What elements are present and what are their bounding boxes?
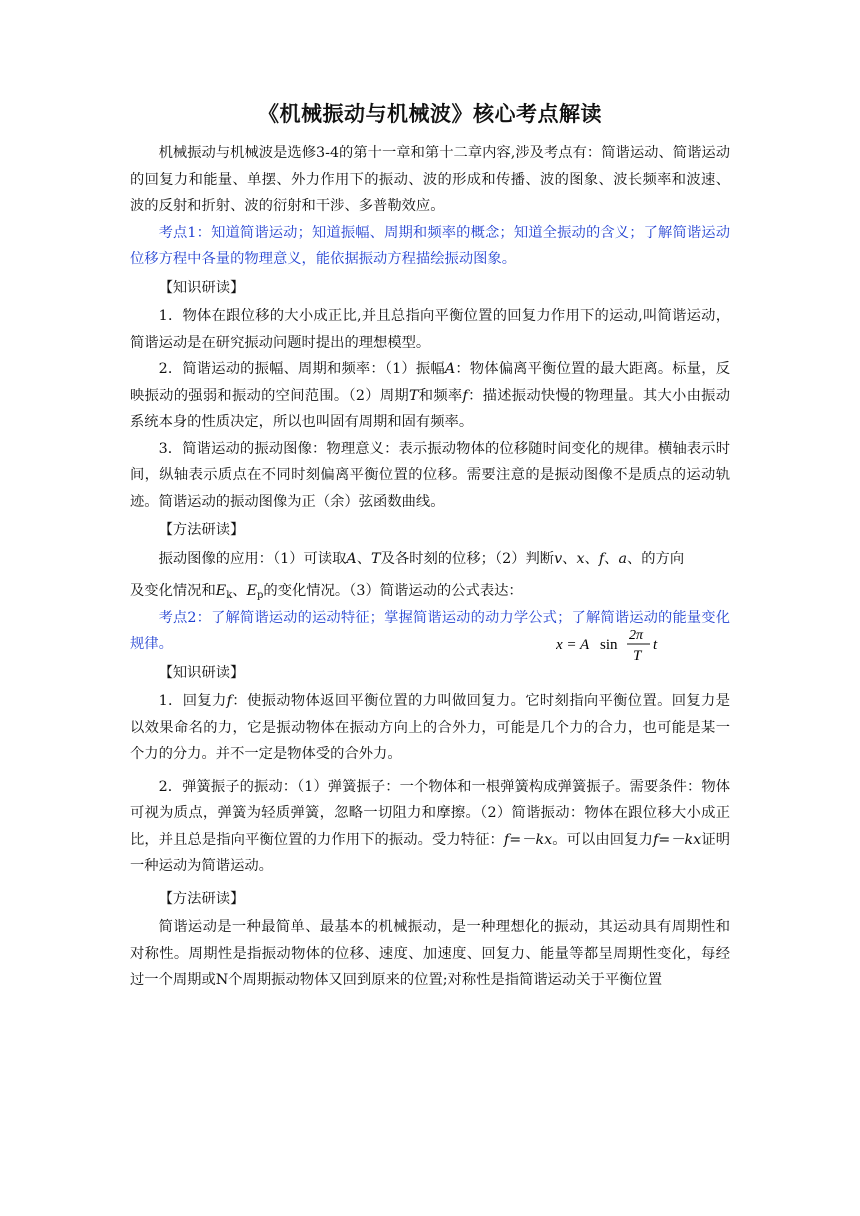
formula-sin: sin (600, 637, 618, 653)
formula-lhs: x = A (556, 637, 590, 653)
knowledge-1-item-1: 1．物体在跟位移的大小成正比,并且总指向平衡位置的回复力作用下的运动,叫简谐运动，简谐运动是在研究振动问题时提出的理想模型。 (130, 308, 730, 351)
method-1-paragraph-line-1: 振动图像的应用：（1）可读取A、T及各时刻的位移；（2）判断v、x、f、a、的方向 (158, 550, 685, 567)
formula-variable: t (653, 637, 658, 653)
method-label-2: 【方法研读】 (158, 890, 245, 907)
topic-2-heading: 考点2：了解简谐运动的运动特征；掌握简谐运动的动力学公式；了解简谐运动的能量变化规律。 (130, 609, 730, 652)
method-2-paragraph: 简谐运动是一种最简单、最基本的机械振动，是一种理想化的振动，其运动具有周期性和对称性。周期性是指振动物体的位移、速度、加速度、回复力、能量等都呈周期性变化，每经过一个周期或N个周期振动物体又回到原来的位置;对称性是指简谐运动关于平衡位置 (130, 919, 730, 988)
knowledge-2-item-2: 2．弹簧振子的振动：（1）弹簧振子：一个物体和一根弹簧构成弹簧振子。需要条件：物体可视为质点，弹簧为轻质弹簧，忽略一切阻力和摩擦。（2）简谐振动：物体在跟位移大小成正比，并且总是指向平衡位置的力作用下的振动。受力特征：f=－kx。可以由回复力f=－kx证明一种运动为简谐运动。 (130, 778, 731, 874)
method-label-1: 【方法研读】 (158, 522, 245, 538)
intro-paragraph: 机械振动与机械波是选修3-4的第十一章和第十二章内容,涉及考点有：简谐运动、简谐运动的回复力和能量、单摆、外力作用下的振动、波的形成和传播、波的图象、波长频率和波速、波的反射和折射、波的衍射和干涉、多普勒效应。 (130, 145, 730, 214)
formula-denominator: T (633, 648, 642, 664)
document-body (130, 98, 730, 994)
topic-1-heading: 考点1：知道简谐运动；知道振幅、周期和频率的概念；知道全振动的含义；了解简谐运动位移方程中各量的物理意义，能依据振动方程描绘振动图象。 (130, 224, 730, 267)
knowledge-1-item-2: 2．简谐运动的振幅、周期和频率：（1）振幅A：物体偏离平衡位置的最大距离。标量，反映振动的强弱和振动的空间范围。（2）周期T和频率f：描述振动快慢的物理量。其大小由振动系统本身的性质决定，所以也叫固有周期和固有频率。 (130, 361, 731, 430)
formula-numerator: 2π (629, 628, 644, 643)
knowledge-label-2: 【知识研读】 (158, 664, 245, 681)
page-title: 《机械振动与机械波》核心考点解读 (258, 102, 602, 126)
method-1-paragraph-line-2: 及变化情况和$E_k$、$E_p$的变化情况。（3）简谐运动的公式表达： (130, 583, 523, 601)
knowledge-label-1: 【知识研读】 (158, 279, 245, 296)
knowledge-1-item-3: 3．简谐运动的振动图像：物理意义：表示振动物体的位移随时间变化的规律。横轴表示时间，纵轴表示质点在不同时刻偏离平衡位置的位移。需要注意的是振动图像不是质点的运动轨迹。简谐运动的振动图像为正（余）弦函数曲线。 (130, 440, 730, 510)
knowledge-2-item-1: 1．回复力f：使振动物体返回平衡位置的力叫做回复力。它时刻指向平衡位置。回复力是以效果命名的力，它是振动物体在振动方向上的合外力，可能是几个力的合力，也可能是某一个力的分力。并不一定是物体受的合外力。 (130, 693, 730, 762)
shm-formula (556, 622, 666, 664)
